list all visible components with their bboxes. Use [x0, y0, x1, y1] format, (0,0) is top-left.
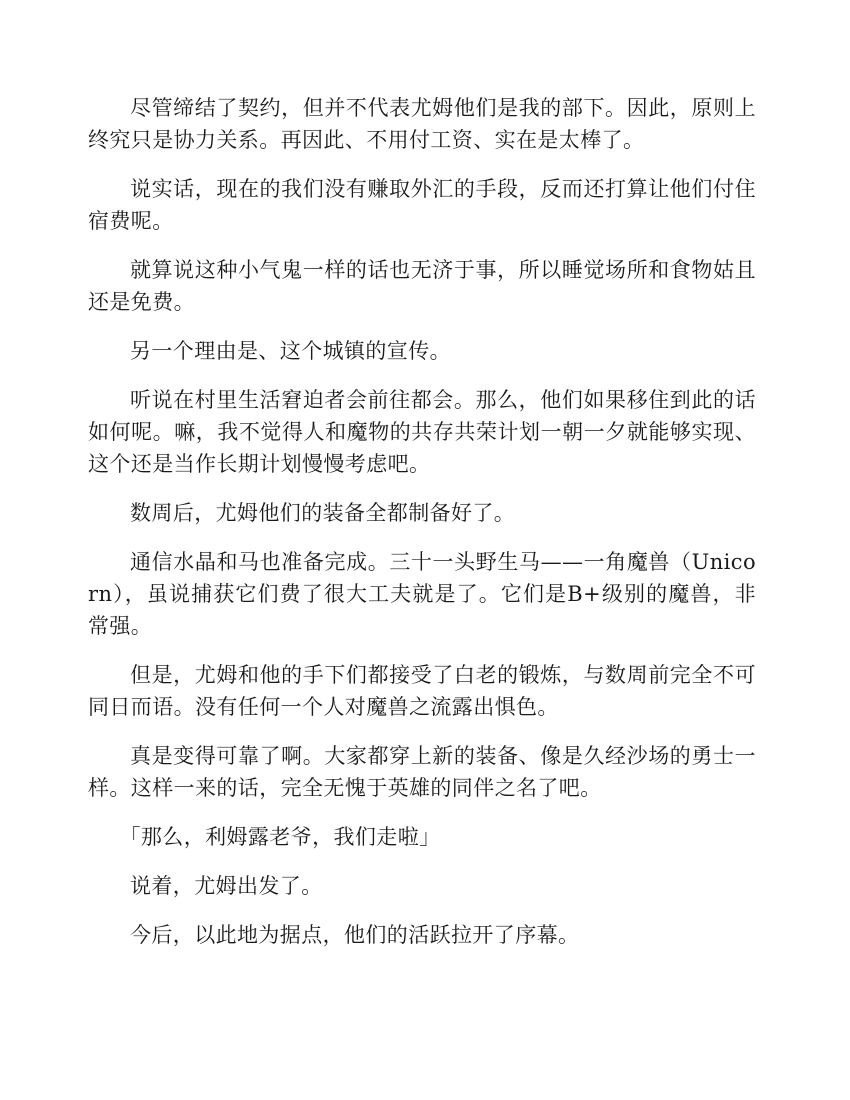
paragraph: 数周后，尤姆他们的装备全都制备好了。	[130, 501, 516, 525]
paragraph: 真是变得可靠了啊。大家都穿上新的装备、像是久经沙场的勇士一样。这样一来的话，完全无愧于英雄的同伴之名了吧。	[88, 744, 756, 800]
dialogue-paragraph: 「那么，利姆露老爷，我们走啦」	[119, 825, 441, 849]
paragraph: 说实话，现在的我们没有赚取外汇的手段，反而还打算让他们付住宿费呢。	[88, 177, 756, 233]
paragraph: 但是，尤姆和他的手下们都接受了白老的锻炼，与数周前完全不可同日而语。没有任何一个人对魔兽之流露出惧色。	[88, 663, 756, 719]
document-body	[88, 92, 756, 968]
paragraph: 今后，以此地为据点，他们的活跃拉开了序幕。	[130, 923, 580, 947]
paragraph: 听说在村里生活窘迫者会前往都会。那么，他们如果移住到此的话如何呢。嘛，我不觉得人和魔物的共存共荣计划一朝一夕就能够实现、这个还是当作长期计划慢慢考虑吧。	[88, 388, 756, 476]
paragraph: 就算说这种小气鬼一样的话也无济于事，所以睡觉场所和食物姑且还是免费。	[88, 258, 756, 314]
paragraph: 另一个理由是、这个城镇的宣传。	[130, 339, 451, 363]
paragraph: 尽管缔结了契约，但并不代表尤姆他们是我的部下。因此，原则上终究只是协力关系。再因此、不用付工资、实在是太棒了。	[88, 96, 756, 152]
paragraph: 通信水晶和马也准备完成。三十一头野生马——一角魔兽（Unicorn），虽说捕获它们费了很大工夫就是了。它们是B+级别的魔兽，非常强。	[88, 550, 756, 638]
paragraph: 说着，尤姆出发了。	[130, 874, 323, 898]
